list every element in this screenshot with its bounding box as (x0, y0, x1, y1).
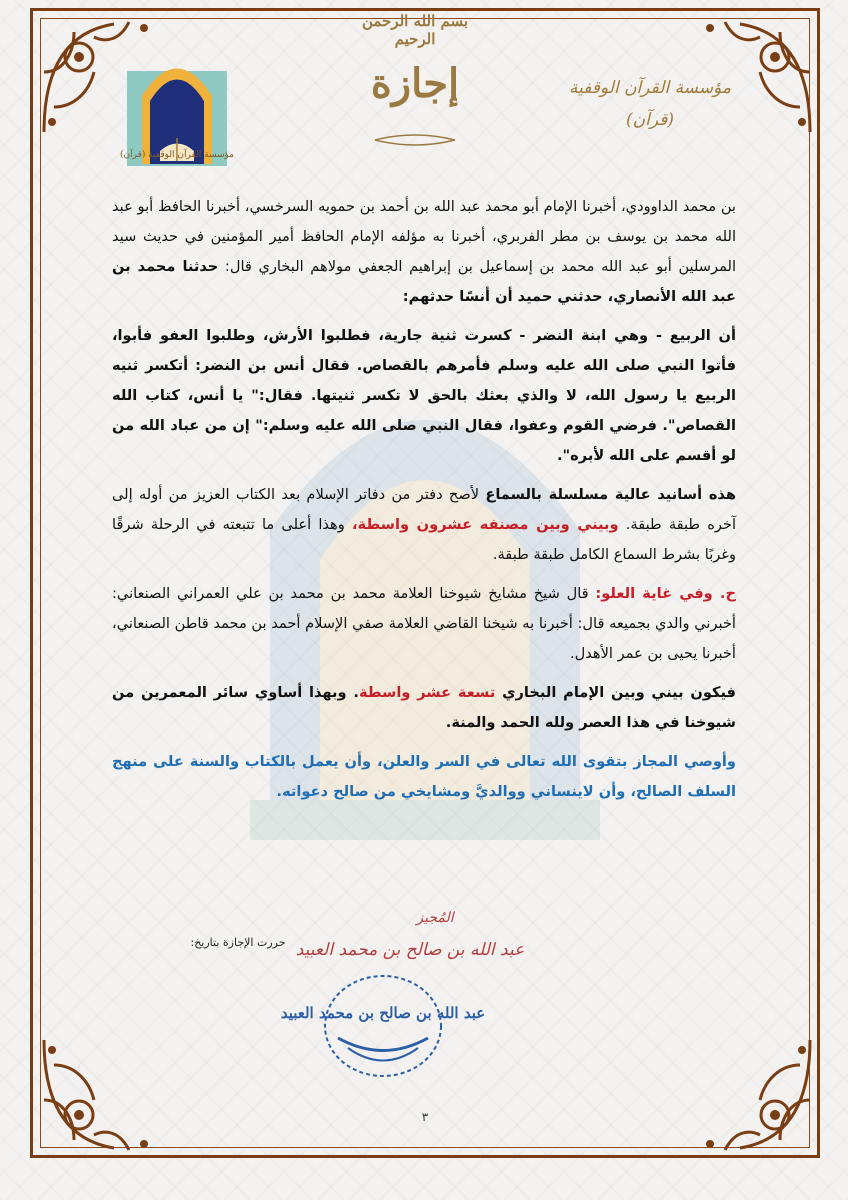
conclusion-text: فيكون بيني وبين الإمام البخاري (495, 684, 736, 701)
title-flourish (370, 130, 460, 150)
seal-text: عبد الله بن صالح بن محمد العبيد (280, 1004, 486, 1022)
conclusion-highlight: تسعة عشر واسطة (358, 684, 496, 701)
isnad-note-text: لأصح دفتر من دفاتر الإسلام بعد الكتاب العزيز من أوله إلى آخره طبقة طبقة. (112, 486, 736, 533)
signer-role: المُجيز (416, 910, 454, 926)
organization-name: مؤسسة القرآن الوقفية (569, 78, 731, 98)
chain-text-bold: حدثنا محمد بن عبد الله الأنصاري، حدثني حميد أن أنسًا حدثهم: (112, 258, 736, 305)
certificate-body (112, 192, 736, 816)
chain-text: بن محمد الداوودي، أخبرنا الإمام أبو محمد عبد الله بن أحمد بن حمويه السرخسي، أخبرنا الحافظ أبو عبد الله محمد بن يوسف بن مطر الفربري، أخبرنا به مؤلفه الإمام الحافظ أمير المؤمنين في حديث سيد المرسلين أبو عبد الله محمد بن إسماعيل بن إبراهيم الجعفي مولاهم البخاري قال: (112, 198, 737, 275)
paragraph-high-chain (112, 579, 736, 669)
hadith-text: أن الربيع - وهي ابنة النضر - كسرت ثنية جارية، فطلبوا الأرش، وطلبوا العفو فأبوا، فأتوا النبي صلى الله عليه وسلم فأمرهم بالقصاص. فقال أنس بن النضر: أتكسر ثنيه الربيع يا رسول الله، لا والذي بعثك بالحق لا تكسر ثنيتها. فقال:" يا أنس، كتاب الله القصاص". فرضي القوم وعفوا، فقال النبي صلى الله عليه وسلم:" إن من عباد الله من لو أقسم على الله لأبره". (112, 327, 736, 464)
paragraph-isnad-note (112, 480, 736, 570)
page-title: إجازة (370, 60, 460, 107)
advice-text: وأوصي المجاز بتقوى الله تعالى في السر والعلن، وأن يعمل بالكتاب والسنة على منهج السلف الصالح، وأن لاينساني ووالديَّ ومشايخي من صالح دعواته. (112, 753, 736, 800)
signer-name: عبد الله بن صالح بن محمد العبيد (295, 940, 525, 960)
paragraph-conclusion (112, 678, 736, 738)
conclusion-end: . وبهذا أساوي سائر المعمرين من شيوخنا في هذا العصر ولله الحمد والمنة. (112, 684, 736, 731)
logo-caption: مؤسسة القرآن الوقفية (قرآن) (119, 150, 234, 160)
organization-abbreviation: (قرآن) (626, 110, 674, 130)
calligraphy-seal (280, 968, 486, 1083)
basmala: بسم الله الرحمن الرحيم (361, 12, 469, 48)
high-chain-text: قال شيخ مشايخ شيوخنا العلامة محمد بن محمد بن علي العمراني الصنعاني: أخبرني والدي بجميعه قال: أخبرنا به شيخنا القاضي العلامة صفي الإسلام أحمد بن محمد قاطن الصنعاني، أخبرنا يحيى بن عمر الأهدل. (112, 585, 736, 662)
isnad-note-end: وهذا أعلى ما تتبعته في الرحلة شرقًا وغربًا بشرط السماع الكامل طبقة طبقة. (112, 516, 736, 563)
paragraph-chain (112, 192, 736, 312)
date-label: حررت الإجازة بتاريخ: (190, 936, 286, 949)
isnad-note-bold: هذه أسانيد عالية مسلسلة بالسماع (485, 486, 736, 503)
high-chain-label: ح. وفي غاية العلو: (595, 585, 736, 602)
corner-ornament (34, 1030, 164, 1160)
corner-ornament (690, 1030, 820, 1160)
page-number: ٣ (421, 1110, 429, 1124)
isnad-note-highlight: وبيني وبين مصنفه عشرون واسطة، (352, 516, 619, 533)
